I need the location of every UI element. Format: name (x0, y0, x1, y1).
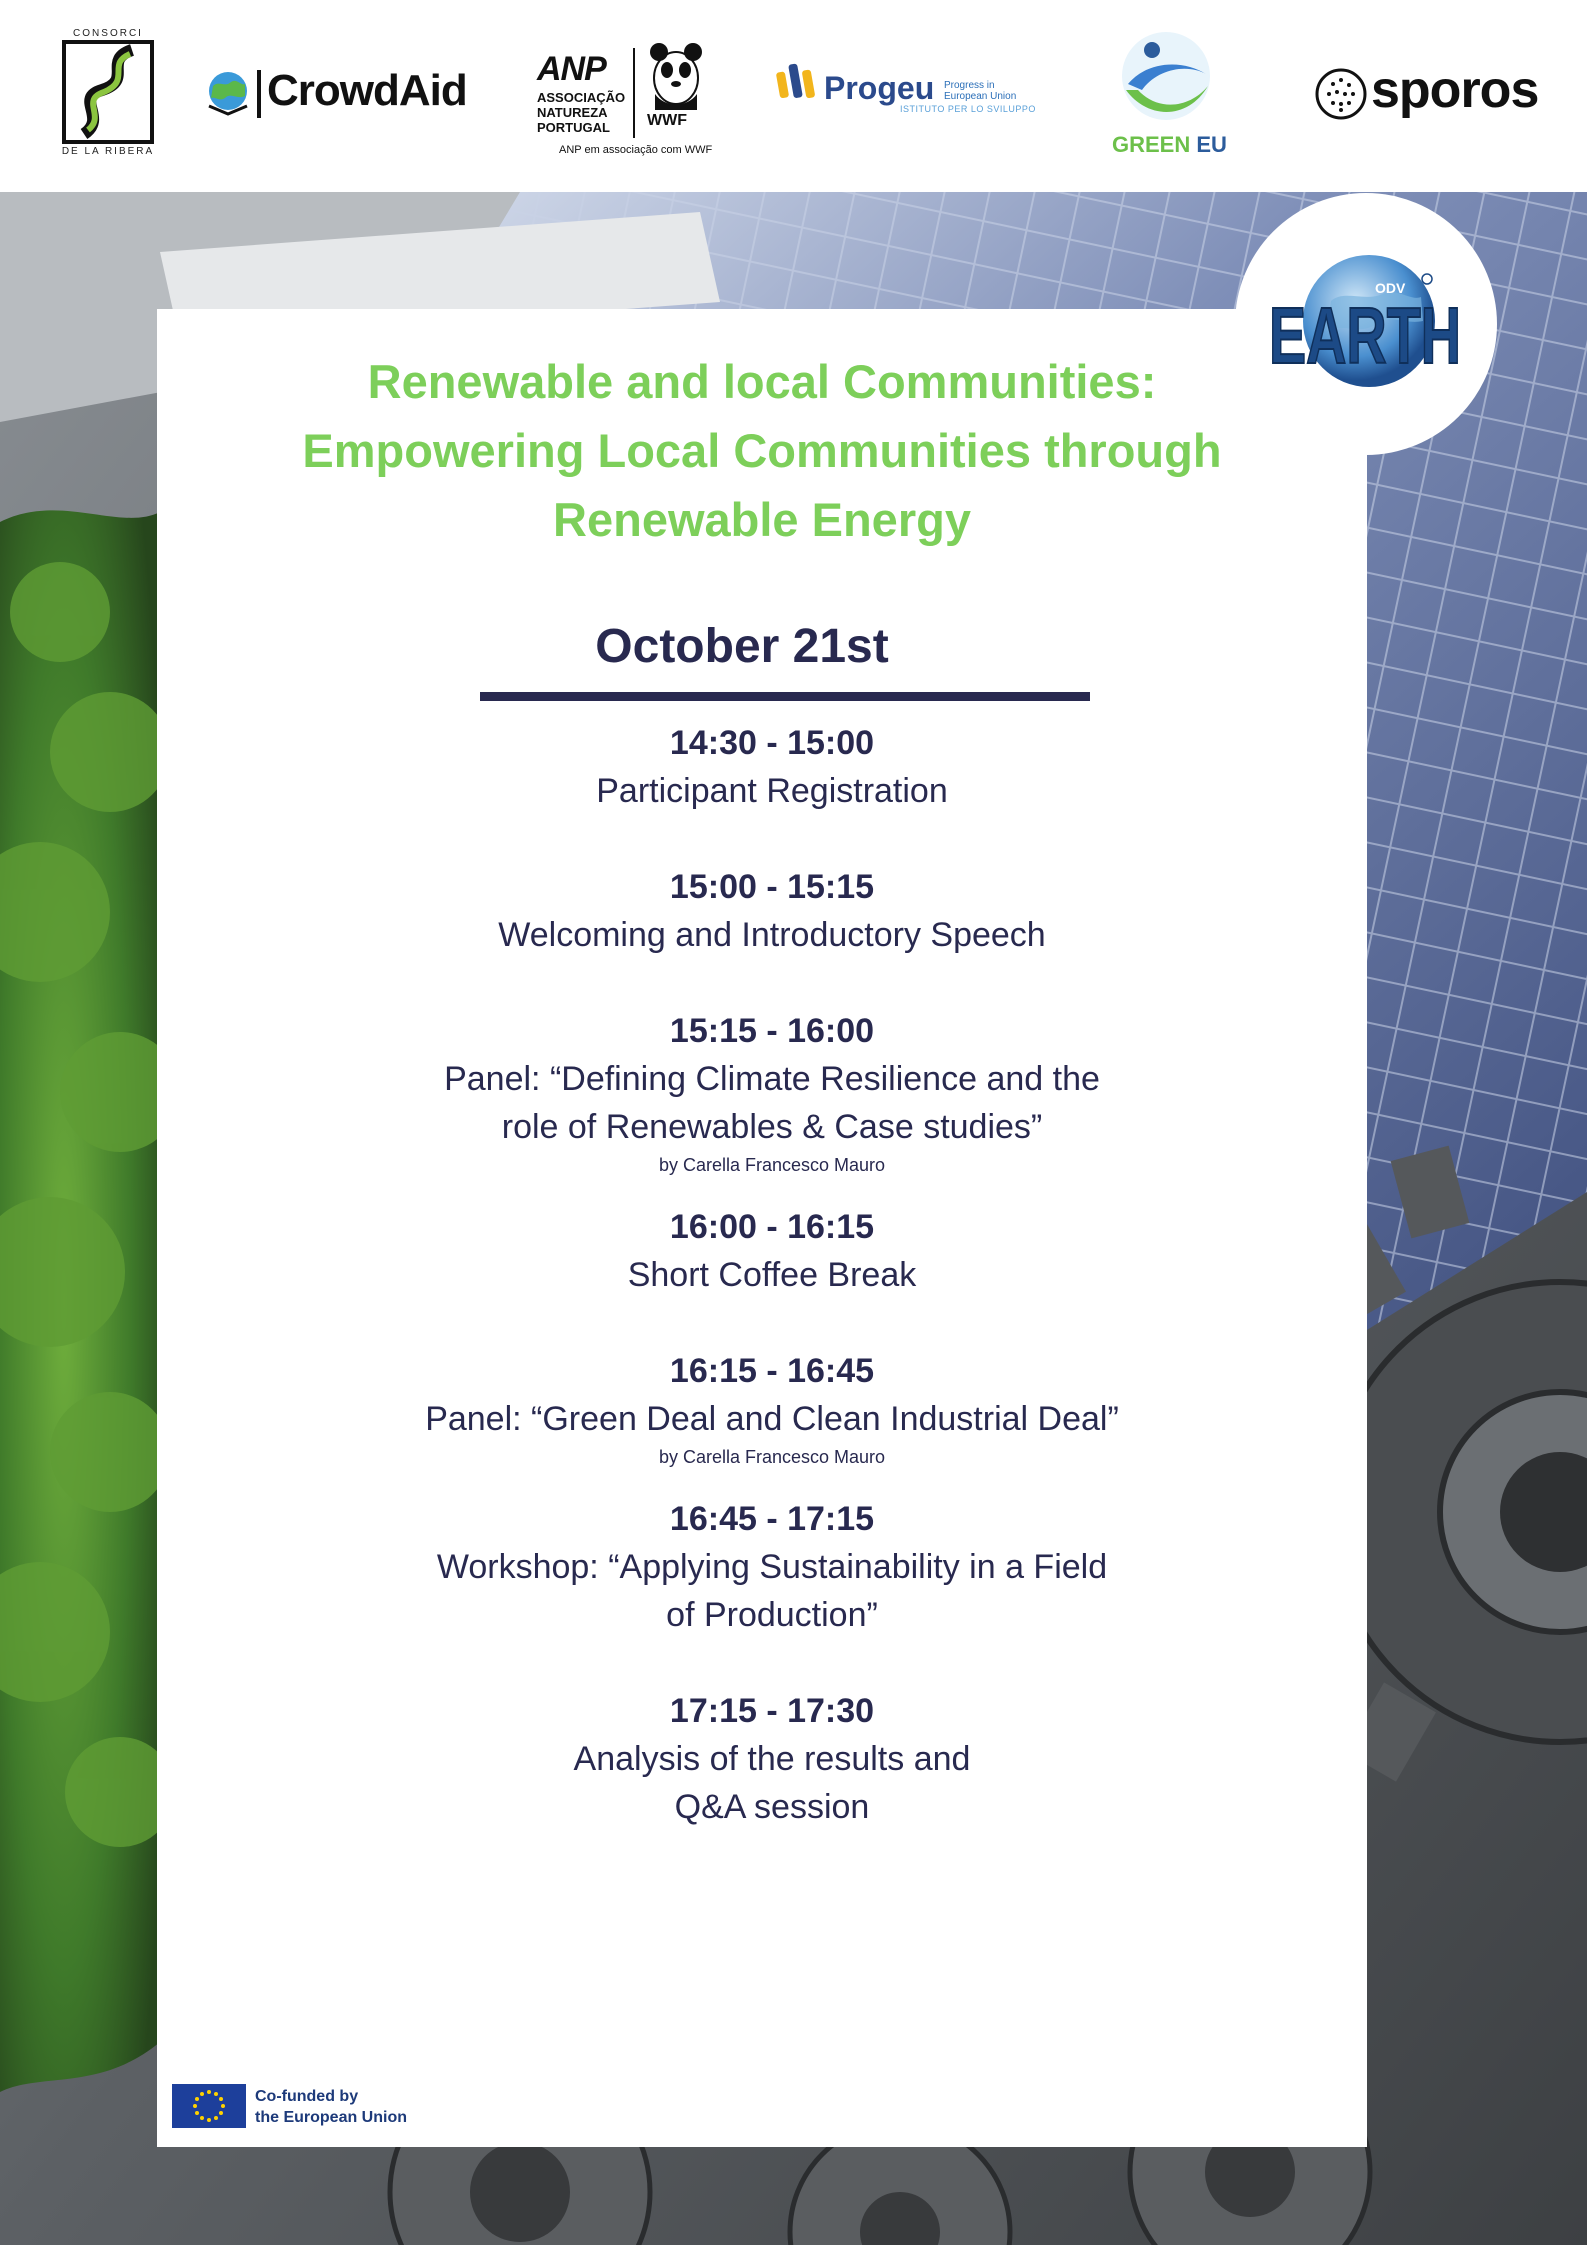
green-eu-blue-text: EU (1190, 132, 1227, 157)
anp-association-text: ANP em associação com WWF (559, 144, 713, 156)
session-item (157, 719, 1387, 815)
session-speaker: by Carella Francesco Mauro (658, 1155, 886, 1175)
session-title: Welcoming and Introductory Speech (498, 916, 1046, 954)
sporos-dots-icon (1315, 68, 1367, 120)
event-date: October 21st (595, 620, 889, 673)
anp-divider (633, 48, 635, 138)
session-title: Panel: “Green Deal and Clean Industrial Deal” (425, 1400, 1119, 1438)
event-title-line-2: Empowering Local Communities through (302, 424, 1222, 477)
sporos-wordmark: sporos (1371, 61, 1539, 119)
progeu-tagline: Progress in European Union (944, 80, 1017, 102)
session-time: 16:00 - 16:15 (669, 1208, 875, 1246)
event-title-line-3: Renewable Energy (553, 493, 971, 546)
eu-cofunded-text: Co-funded by the European Union (255, 2088, 407, 2126)
session-title: Short Coffee Break (627, 1256, 917, 1294)
crowdaid-logo (205, 0, 495, 192)
session-time: 15:00 - 15:15 (669, 868, 875, 906)
session-item (157, 1687, 1387, 1831)
earth-globe-icon (1235, 193, 1497, 455)
consorci-logo (58, 0, 158, 192)
session-item (157, 1203, 1387, 1299)
session-title: Panel: “Defining Climate Resilience and the role of Renewables & Case studies” (444, 1060, 1100, 1146)
anp-wordmark: ANP (537, 50, 606, 88)
session-title: Workshop: “Applying Sustainability in a Field of Production” (436, 1548, 1108, 1634)
session-time: 14:30 - 15:00 (669, 724, 875, 762)
green-eu-wordmark (1112, 132, 1227, 158)
consorci-logo-bottom-text: DE LA RIBERA (61, 146, 155, 157)
session-item (157, 863, 1387, 959)
session-item (157, 1495, 1387, 1639)
green-eu-logo (1110, 0, 1235, 192)
event-title (157, 347, 1367, 554)
event-title-line-1: Renewable and local Communities: (367, 355, 1157, 408)
session-time: 17:15 - 17:30 (669, 1692, 875, 1730)
session-speaker: by Carella Francesco Mauro (658, 1447, 886, 1467)
sporos-logo (1315, 0, 1545, 192)
earth-wordmark: EARTH (1269, 291, 1461, 380)
green-eu-green-text: GREEN (1112, 132, 1191, 157)
green-eu-emblem-icon (1118, 30, 1214, 126)
anp-wwf-logo (535, 0, 715, 192)
earth-odv-badge (1235, 193, 1497, 455)
panda-icon (645, 42, 707, 110)
session-item (157, 1347, 1387, 1471)
eu-flag-icon (172, 2084, 246, 2128)
session-title: Analysis of the results and Q&A session (573, 1740, 971, 1826)
date-underline (480, 692, 1090, 701)
consorci-logo-top-text: CONSORCI (73, 28, 143, 39)
globe-icon (205, 70, 251, 116)
agenda-card (157, 309, 1367, 2147)
partner-logo-bar (0, 0, 1587, 192)
session-title: Participant Registration (596, 772, 948, 810)
session-time: 16:45 - 17:15 (669, 1500, 875, 1538)
crowdaid-wordmark: CrowdAid (267, 66, 467, 115)
earth-odv-text: ODV (1375, 280, 1406, 296)
wwf-wordmark: WWF (647, 112, 687, 129)
progeu-bars-icon (776, 58, 818, 100)
progeu-wordmark: Progeu (824, 70, 935, 106)
consorci-emblem-icon (62, 40, 154, 144)
crowdaid-divider (257, 70, 261, 118)
session-time: 16:15 - 16:45 (669, 1352, 875, 1390)
progeu-institute: ISTITUTO PER LO SVILUPPO (900, 104, 1036, 114)
session-time: 15:15 - 16:00 (669, 1012, 875, 1050)
progeu-logo (776, 0, 1036, 192)
anp-full-name: ASSOCIAÇÃO NATUREZA PORTUGAL (537, 90, 626, 135)
session-item (157, 1007, 1387, 1179)
